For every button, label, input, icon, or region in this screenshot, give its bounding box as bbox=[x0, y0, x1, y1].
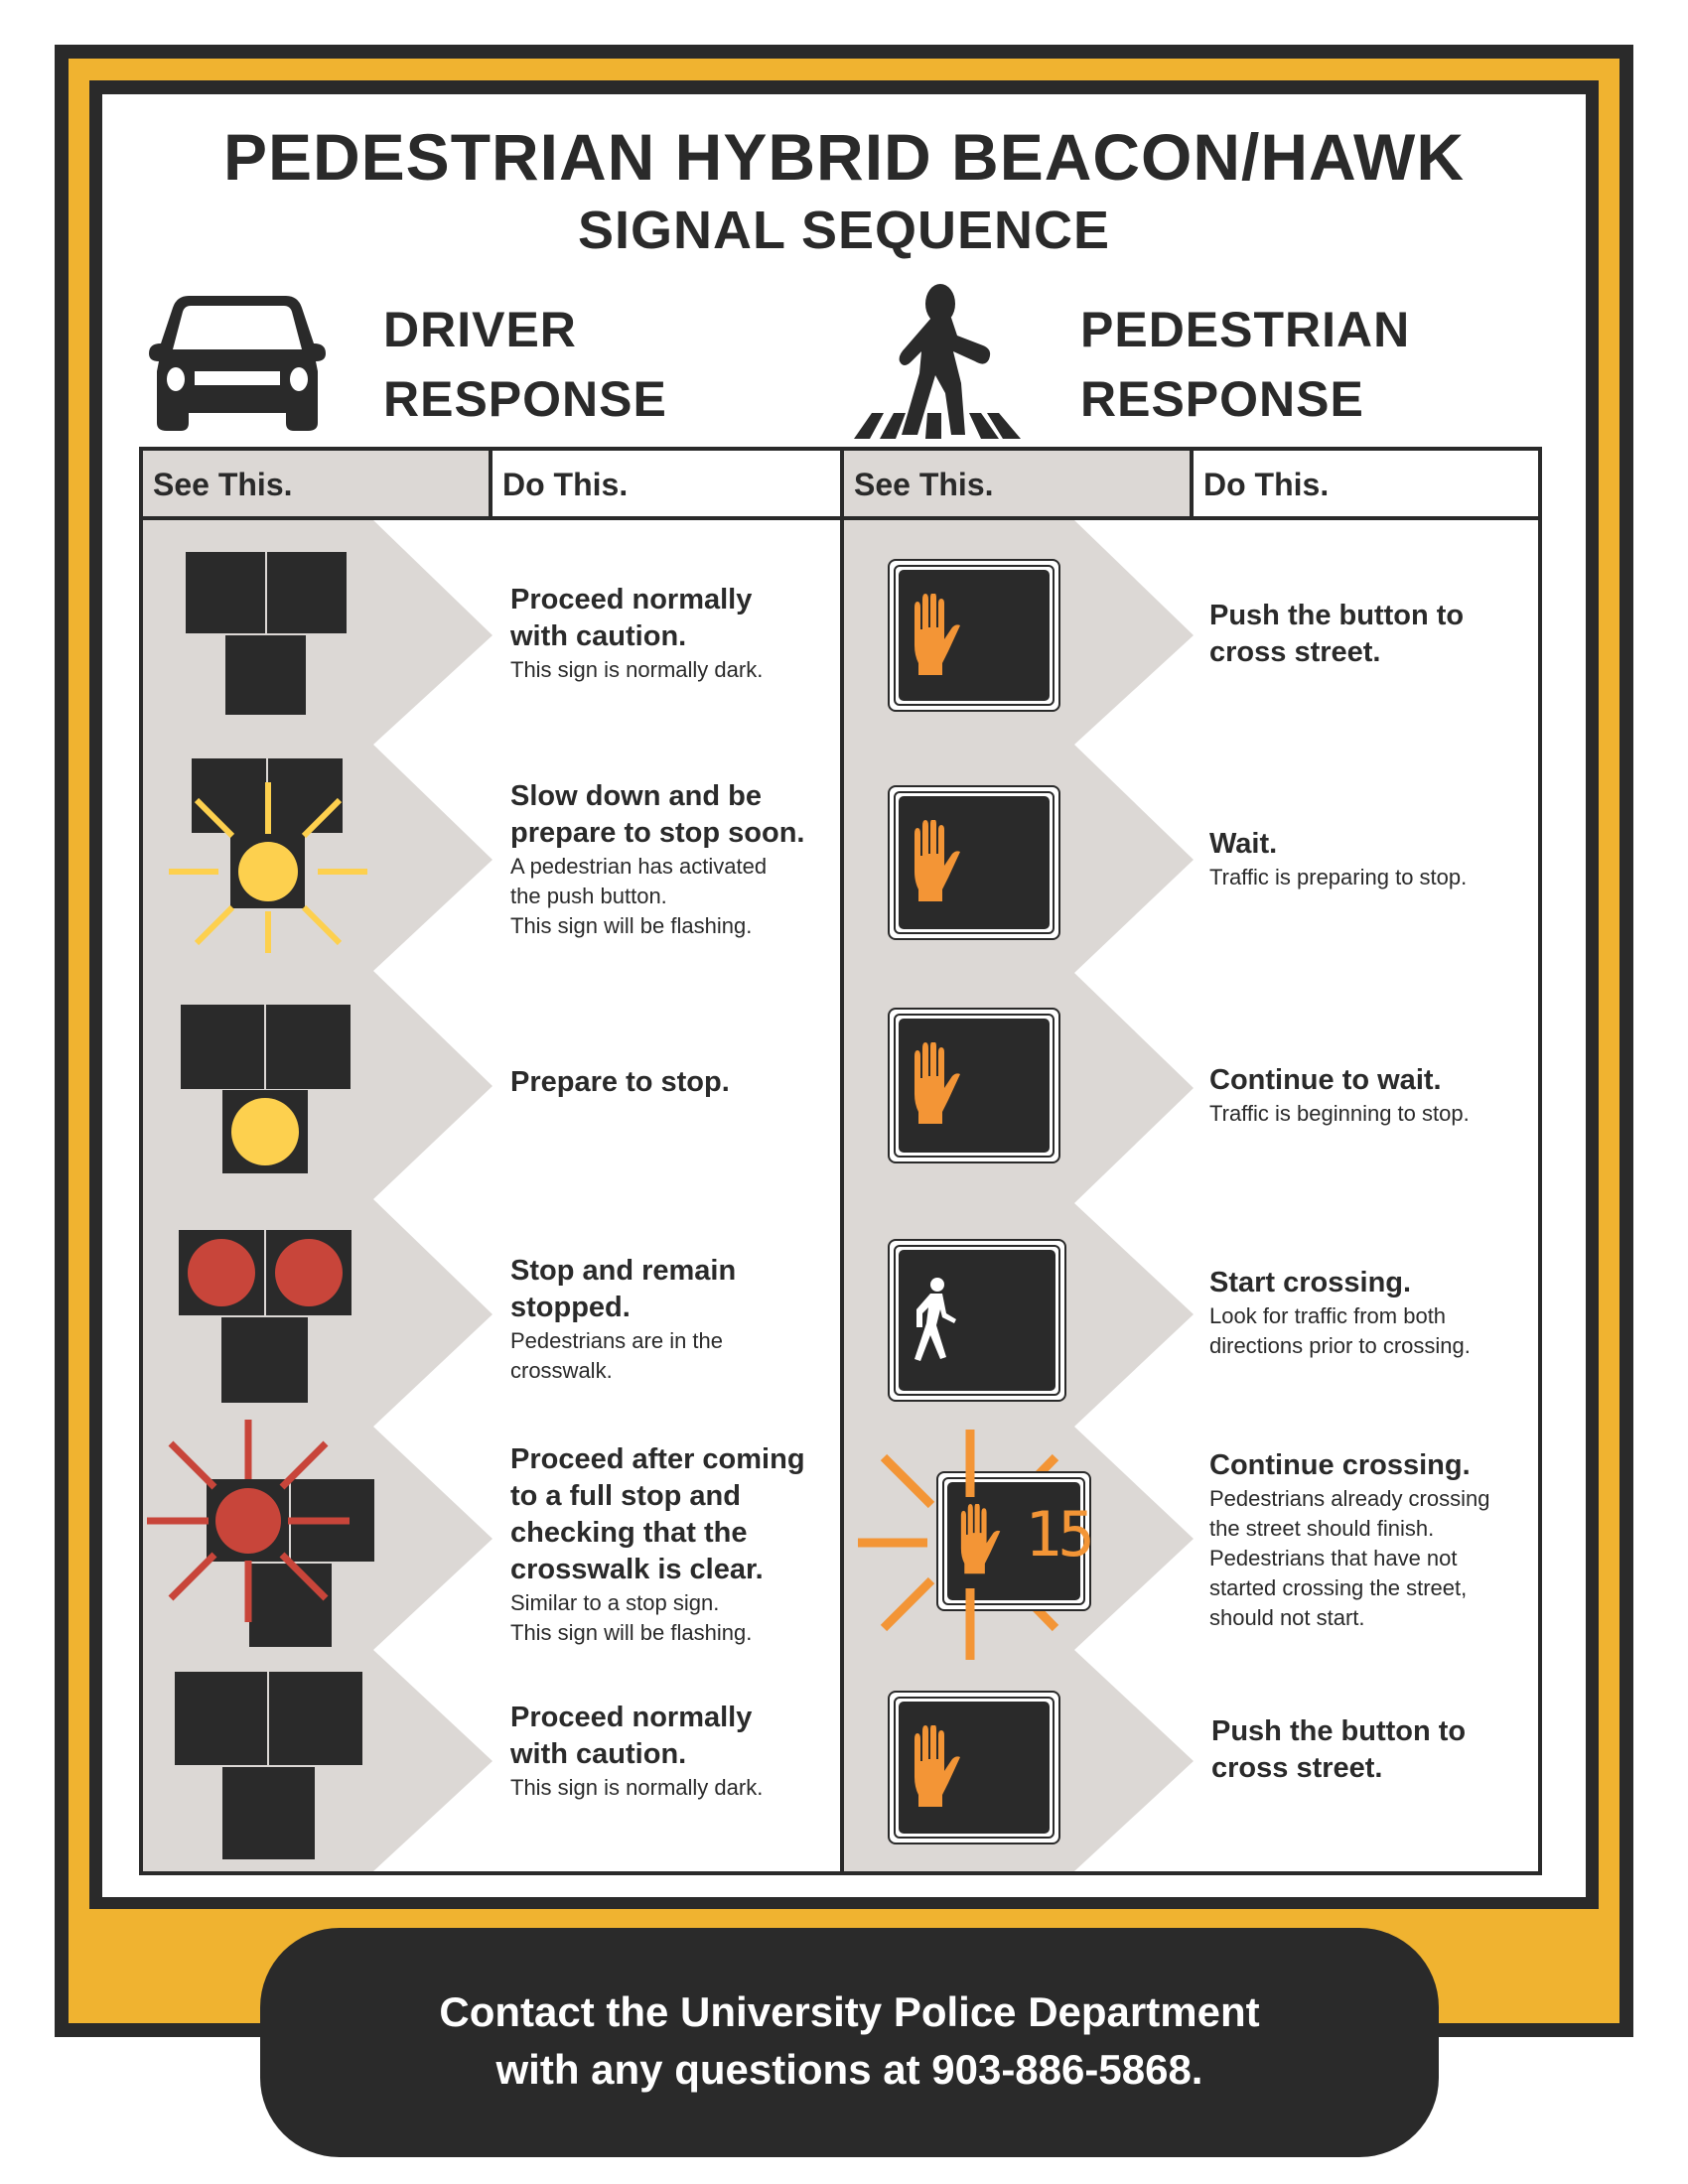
driver-row-5-text: Proceed after coming to a full stop and checking that the crosswalk is clear. Similar to a stop sign. This sign will be flashing. bbox=[510, 1443, 805, 1645]
ped-signal-hand bbox=[888, 1008, 1060, 1163]
ped-row-4-text: Start crossing. Look for traffic from both directions prior to crossing. bbox=[1209, 1267, 1471, 1358]
hand-icon bbox=[909, 1725, 960, 1809]
driver-row-2-text: Slow down and be prepare to stop soon. A pedestrian has activated the push button. This sign will be flashing. bbox=[510, 780, 805, 938]
ped-row-2-text: Wait. Traffic is preparing to stop. bbox=[1209, 828, 1468, 889]
driver-signal-flashing-red bbox=[139, 1410, 397, 1658]
ped-see-header: See This. bbox=[844, 451, 1190, 520]
ped-signal-hand bbox=[888, 559, 1060, 712]
driver-row-4-text: Stop and remain stopped. Pedestrians are in the crosswalk. bbox=[510, 1255, 737, 1383]
pedestrian-heading-line2: RESPONSE bbox=[1080, 371, 1364, 427]
walking-person-icon bbox=[913, 1278, 958, 1363]
contact-line-1: Contact the University Police Department bbox=[439, 1988, 1260, 2035]
pedestrian-heading-line1: PEDESTRIAN bbox=[1080, 302, 1411, 357]
ped-row-1-text: Push the button to cross street. bbox=[1209, 600, 1465, 668]
driver-row-3-text: Prepare to stop. bbox=[510, 1066, 730, 1098]
center-divider bbox=[840, 451, 844, 1871]
countdown-display: 15 bbox=[1025, 1498, 1091, 1570]
ped-row-3-text: Continue to wait. Traffic is beginning to stop. bbox=[1209, 1064, 1470, 1126]
car-icon bbox=[149, 296, 326, 431]
ped-signal-walk bbox=[888, 1239, 1066, 1402]
hand-icon bbox=[955, 1504, 1001, 1575]
ped-row-5-text: Continue crossing. Pedestrians already crossing the street should finish. Pedestrians that have not started crossing the street, should not start. bbox=[1209, 1449, 1490, 1630]
pedestrian-crosswalk-icon bbox=[854, 284, 1029, 439]
page-subtitle: SIGNAL SEQUENCE bbox=[577, 201, 1111, 260]
ped-row-6-text: Push the button to cross street. bbox=[1211, 1715, 1467, 1784]
driver-see-header: See This. bbox=[143, 451, 489, 520]
page-title: PEDESTRIAN HYBRID BEACON/HAWK bbox=[222, 120, 1466, 194]
header-divider bbox=[1190, 451, 1194, 520]
driver-do-header: Do This. bbox=[492, 451, 840, 520]
ped-signal-hand bbox=[888, 785, 1060, 940]
ped-signal-hand bbox=[888, 1691, 1060, 1844]
driver-row-1-text: Proceed normally with caution. This sign is normally dark. bbox=[510, 584, 764, 682]
driver-heading-line2: RESPONSE bbox=[383, 371, 667, 427]
hand-icon bbox=[909, 594, 960, 677]
ped-do-header: Do This. bbox=[1194, 451, 1538, 520]
driver-heading-line1: DRIVER bbox=[383, 302, 577, 357]
driver-signal-flashing-yellow bbox=[169, 754, 367, 953]
contact-banner bbox=[260, 1928, 1439, 2157]
driver-row-6-text: Proceed normally with caution. This sign is normally dark. bbox=[510, 1702, 764, 1800]
ped-signal-flashing-hand bbox=[936, 1471, 1091, 1611]
hand-icon bbox=[909, 1042, 960, 1126]
header-divider bbox=[489, 451, 492, 520]
hand-icon bbox=[909, 820, 960, 903]
contact-line-2: with any questions at 903-886-5868. bbox=[495, 2046, 1203, 2093]
